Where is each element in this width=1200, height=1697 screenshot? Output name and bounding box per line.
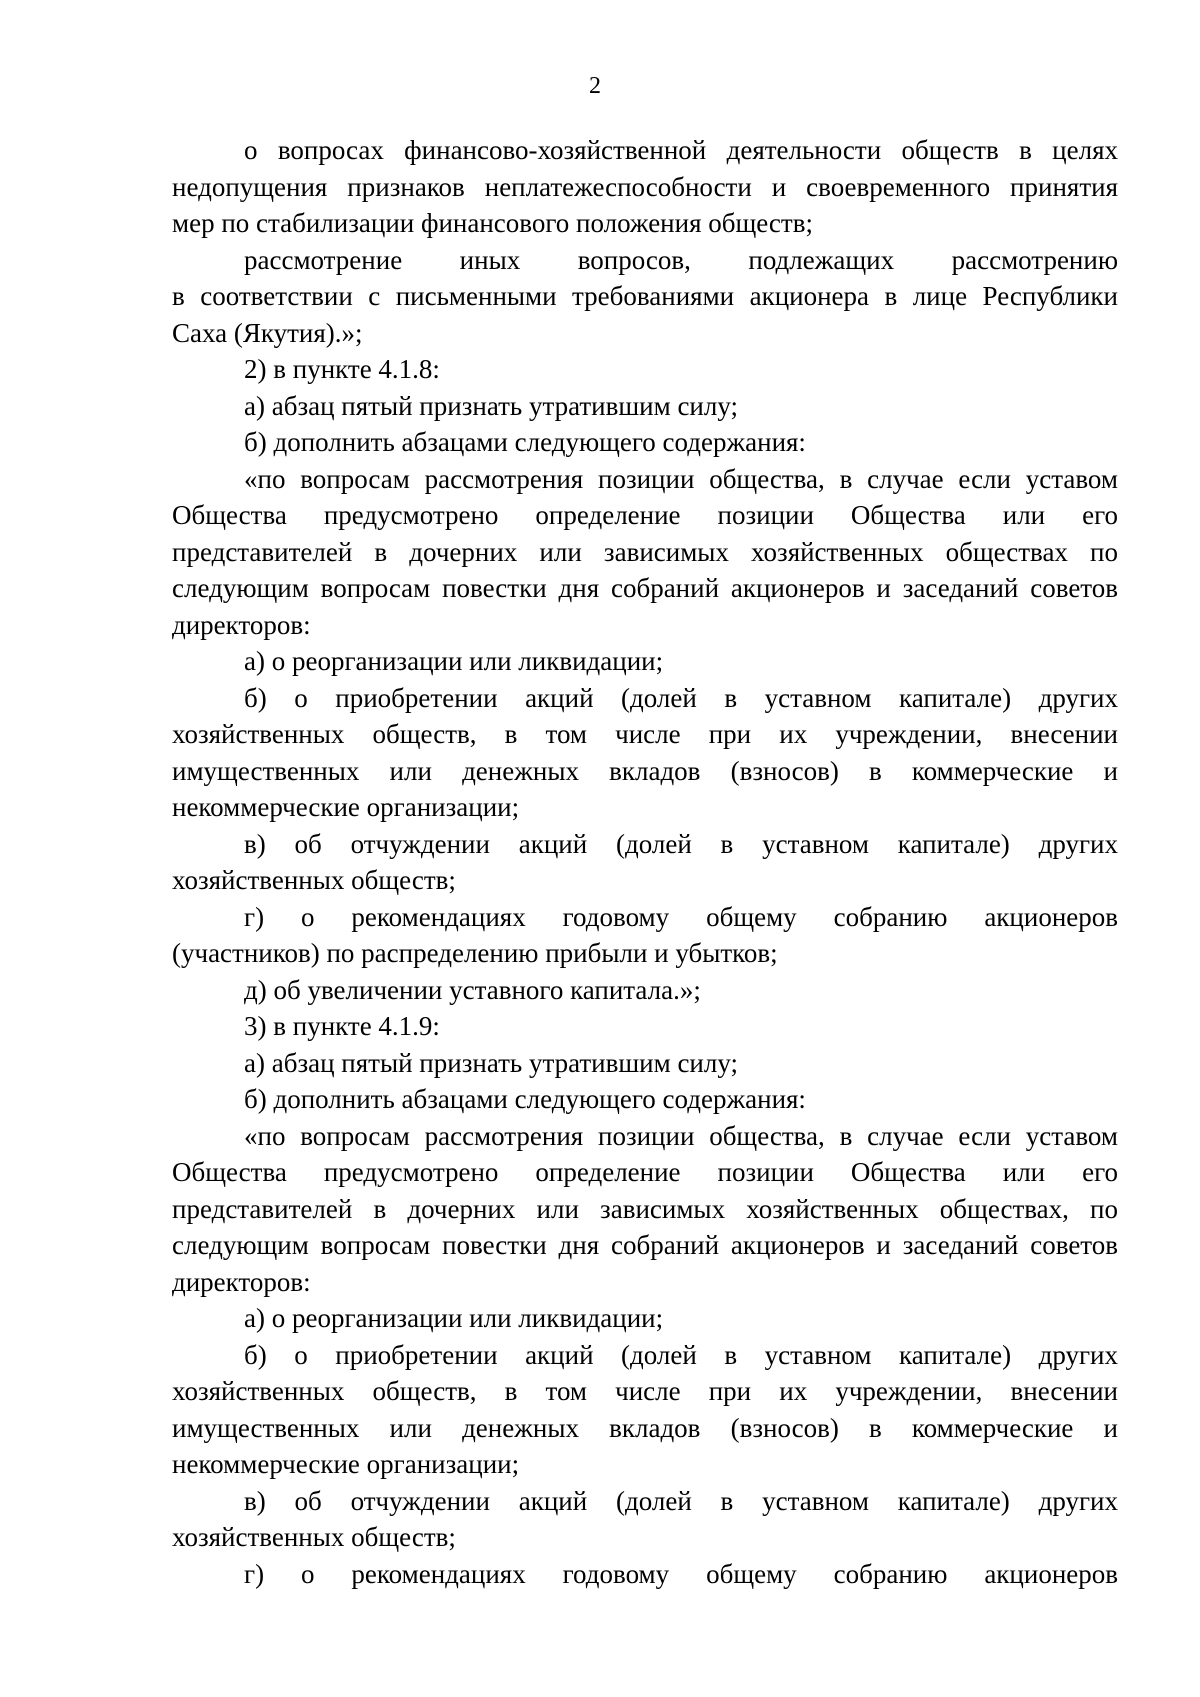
text-line: (участников) по распределению прибыли и убытков; [172,938,778,968]
text-line: представителей в дочерних или зависимых хозяйственных обществах, по [172,1193,1118,1224]
text-line: некоммерческие организации; [172,792,520,822]
text-line: 2) в пункте 4.1.8: [244,354,440,384]
text-line: б) дополнить абзацами следующего содержания: [244,1084,806,1114]
text-line: 3) в пункте 4.1.9: [244,1011,440,1041]
text-line: о вопросах финансово-хозяйственной деятельности обществ в целях [244,135,1118,165]
text-line: имущественных или денежных вкладов (взносов) в коммерческие и [172,755,1118,786]
text-line: некоммерческие организации; [172,1449,520,1479]
text-line: Общества предусмотрено определение позиции Общества или его [172,1157,1118,1187]
text-line: а) о реорганизации или ликвидации; [244,1303,664,1333]
text-line: б) дополнить абзацами следующего содержания: [244,427,806,457]
text-line: «по вопросам рассмотрения позиции общества, в случае если уставом [244,1120,1118,1151]
text-line: рассмотрение иных вопросов, подлежащих рассмотрению [244,244,1118,275]
text-line: а) о реорганизации или ликвидации; [244,646,664,676]
text-line: д) об увеличении уставного капитала.»; [244,974,701,1005]
text-line: имущественных или денежных вкладов (взносов) в коммерческие и [172,1412,1118,1443]
text-line: директоров: [172,609,311,640]
text-line: представителей в дочерних или зависимых хозяйственных обществах по [172,536,1118,567]
text-line: хозяйственных обществ; [172,1522,456,1552]
text-line: г) о рекомендациях годовому общему собранию акционеров [244,1558,1118,1589]
text-line: а) абзац пятый признать утратившим силу; [244,390,739,421]
text-line: следующим вопросам повестки дня собраний акционеров и заседаний советов [172,1230,1118,1260]
text-line: а) абзац пятый признать утратившим силу; [244,1047,739,1078]
text-line: мер по стабилизации финансового положения обществ; [172,208,813,238]
text-line: хозяйственных обществ; [172,865,456,895]
text-line: б) о приобретении акций (долей в уставном капитале) других [244,1339,1118,1370]
text-line: следующим вопросам повестки дня собраний акционеров и заседаний советов [172,573,1118,603]
text-line: директоров: [172,1266,311,1297]
text-line: в) об отчуждении акций (долей в уставном капитале) других [244,1485,1118,1516]
text-line: «по вопросам рассмотрения позиции общества, в случае если уставом [244,463,1118,494]
document-body [172,132,1118,1592]
text-line: Общества предусмотрено определение позиции Общества или его [172,500,1118,530]
text-line: в соответствии с письменными требованиями акционера в лице Республики [172,281,1118,311]
text-line: б) о приобретении акций (долей в уставном капитале) других [244,682,1118,713]
text-line: хозяйственных обществ, в том числе при их учреждении, внесении [172,1376,1118,1406]
text-line: Саха (Якутия).»; [172,317,363,348]
text-line: г) о рекомендациях годовому общему собранию акционеров [244,901,1118,932]
text-line: хозяйственных обществ, в том числе при их учреждении, внесении [172,719,1118,749]
text-line: в) об отчуждении акций (долей в уставном капитале) других [244,828,1118,859]
text-line: недопущения признаков неплатежеспособности и своевременного принятия [172,171,1118,202]
page-number: 2 [589,73,601,99]
